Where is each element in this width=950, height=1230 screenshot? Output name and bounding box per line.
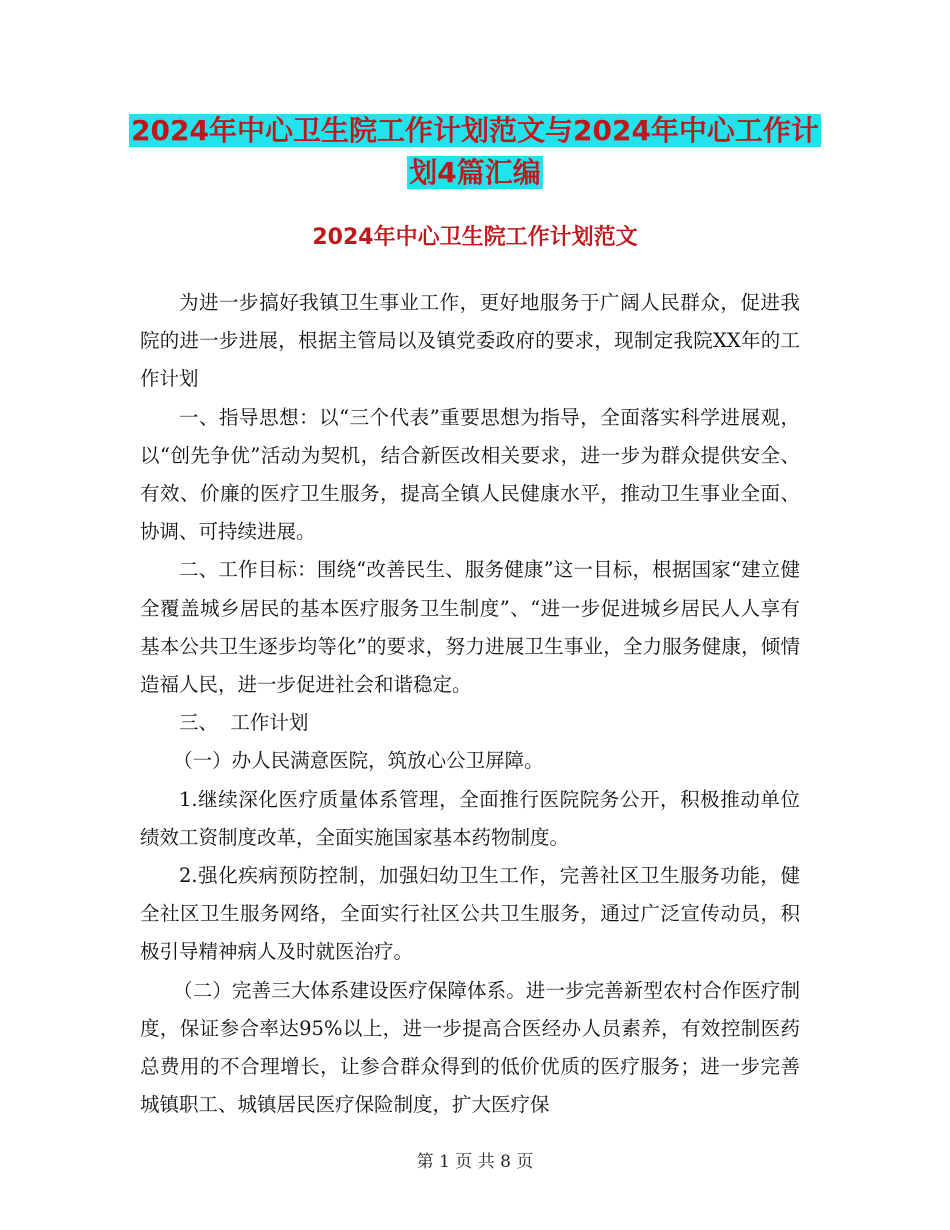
title-highlight-2: 划4篇汇编 xyxy=(409,156,541,189)
paragraph-subheading-1: （一）办人民满意医院，筑放心公卫屏障。 xyxy=(173,749,544,773)
document-title-line-2 xyxy=(0,150,950,196)
title-highlight-1: 2024年中心卫生院工作计划范文与2024年中心工作计 xyxy=(131,114,819,147)
paragraph-work-goals: 二、工作目标：围绕“改善民生、服务健康”这一目标，根据国家“建立健全覆盖城乡居民的基本医疗服务卫生制度”、“进一步促进城乡居民人人享有基本公共卫生逐步均等化”的要求，努力进展卫生事业，全力服务健康，倾情造福人民，进一步促进社会和谐稳定。 xyxy=(140,558,800,697)
page-indicator: 第 1 页 共 8 页 xyxy=(416,1152,534,1172)
paragraph-item-2: 2.强化疾病预防控制，加强妇幼卫生工作，完善社区卫生服务功能，健全社区卫生服务网络，全面实行社区公共卫生服务，通过广泛宣传动员，积极引导精神病人及时就医治疗。 xyxy=(140,864,800,964)
document-body xyxy=(140,284,800,1124)
paragraph-intro: 为进一步搞好我镇卫生事业工作，更好地服务于广阔人民群众，促进我院的进一步进展，根据主管局以及镇党委政府的要求，现制定我院XX年的工作计划 xyxy=(140,291,800,391)
section-title: 2024年中心卫生院工作计划范文 xyxy=(312,225,638,250)
document-title-line-1 xyxy=(0,108,950,154)
paragraph-guiding-ideology: 一、指导思想：以“三个代表”重要思想为指导，全面落实科学进展观，以“创先争优”活动为契机，结合新医改相关要求，进一步为群众提供安全、有效、价廉的医疗卫生服务，提高全镇人民健康水平，推动卫生事业全面、协调、可持续进展。 xyxy=(140,405,800,544)
paragraph-subheading-2: （二）完善三大体系建设医疗保障体系。进一步完善新型农村合作医疗制度，保证参合率达95%以上，进一步提高合医经办人员素养，有效控制医药总费用的不合理增长，让参合群众得到的低价优质的医疗服务；进一步完善城镇职工、城镇居民医疗保险制度，扩大医疗保 xyxy=(140,978,800,1117)
paragraph-work-plan-heading: 三、 工作计划 xyxy=(179,711,309,735)
paragraph-item-1: 1.继续深化医疗质量体系管理，全面推行医院院务公开，积极推动单位绩效工资制度改革，全面实施国家基本药物制度。 xyxy=(140,787,800,849)
